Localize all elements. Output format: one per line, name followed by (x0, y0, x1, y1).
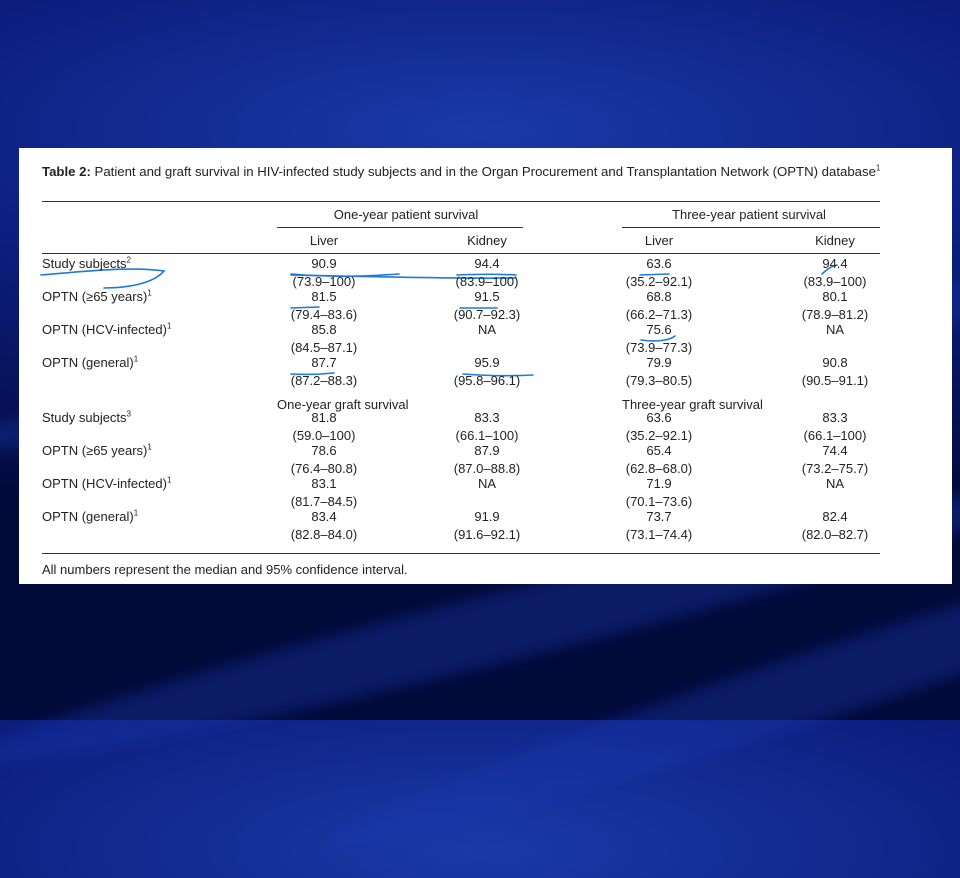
table-cell-ci: (83.9–100) (455, 274, 519, 289)
table-cell-ci: (66.2–71.3) (625, 307, 693, 322)
table-image (19, 148, 952, 584)
table-cell-value: 71.9 (646, 476, 672, 491)
table-cell-ci: (91.6–92.1) (453, 527, 521, 542)
table-cell-ci: (73.9–100) (292, 274, 356, 289)
table-cell-ci: (66.1–100) (455, 428, 519, 443)
group-rule-one-year (277, 227, 523, 228)
table-cell-ci: (82.0–82.7) (801, 527, 869, 542)
table-cell-value: 73.7 (646, 509, 672, 524)
header-bottom-rule (42, 253, 880, 254)
column-subheader: Kidney (467, 233, 507, 248)
table-cell-value: 85.8 (311, 322, 337, 337)
row-label (42, 509, 138, 524)
row-footnote-mark: 1 (147, 288, 152, 298)
row-label-text: Study subjects (42, 256, 127, 271)
row-label (42, 410, 131, 425)
table-cell-ci: (66.1–100) (803, 428, 867, 443)
table-cell-value: 75.6 (646, 322, 672, 337)
table-cell-ci: (79.3–80.5) (625, 373, 693, 388)
table-cell-ci: (84.5–87.1) (290, 340, 358, 355)
table-footnote: All numbers represent the median and 95% confidence interval. (42, 562, 408, 577)
column-group-header: One-year patient survival (333, 207, 479, 222)
row-footnote-mark: 1 (166, 475, 172, 485)
column-subheader: Liver (309, 233, 339, 248)
table-cell-ci: (87.2–88.3) (290, 373, 358, 388)
table-cell-ci: (62.8–68.0) (625, 461, 693, 476)
ink-underline-stroke (41, 269, 164, 288)
row-label (42, 355, 138, 370)
table-cell-value: 83.1 (311, 476, 337, 491)
table-cell-value: 81.5 (311, 289, 337, 304)
table-cell-ci: (90.7–92.3) (453, 307, 521, 322)
table-cell-value: 91.5 (474, 289, 500, 304)
table-cell-ci: (81.7–84.5) (290, 494, 358, 509)
table-top-rule (42, 201, 880, 202)
table-cell-ci: (78.9–81.2) (801, 307, 869, 322)
table-cell-value: 68.8 (646, 289, 672, 304)
row-label (42, 256, 131, 271)
row-label-text: Study subjects (42, 410, 127, 425)
table-cell-value: 63.6 (646, 410, 672, 425)
table-cell-value: 74.4 (822, 443, 848, 458)
table-cell-value: 90.9 (311, 256, 337, 271)
table-cell-value: NA (477, 322, 497, 337)
table-cell-value: 90.8 (822, 355, 848, 370)
table-cell-ci: (76.4–80.8) (290, 461, 358, 476)
caption-footnote-mark: 1 (875, 163, 881, 173)
column-subheader: Kidney (815, 233, 855, 248)
row-label-text: OPTN (general) (42, 355, 134, 370)
table-cell-value: 87.9 (474, 443, 500, 458)
table-cell-ci: (73.9–77.3) (625, 340, 693, 355)
table-cell-value: 83.4 (311, 509, 337, 524)
table-cell-value: 82.4 (822, 509, 848, 524)
table-cell-ci: (73.1–74.4) (625, 527, 693, 542)
row-label (42, 289, 152, 304)
table-cell-value: 91.9 (474, 509, 500, 524)
column-subheader: Liver (644, 233, 674, 248)
table-cell-value: 83.3 (822, 410, 848, 425)
table-cell-ci: (35.2–92.1) (625, 428, 693, 443)
column-group-header: Three-year patient survival (672, 207, 826, 222)
table-cell-value: 81.8 (311, 410, 337, 425)
row-label-text: OPTN (≥65 years) (42, 289, 148, 304)
table-cell-value: 65.4 (646, 443, 672, 458)
table-cell-value: 94.4 (822, 256, 848, 271)
row-label-text: OPTN (general) (42, 509, 134, 524)
table-cell-ci: (82.8–84.0) (290, 527, 358, 542)
table-cell-value: 63.6 (646, 256, 672, 271)
table-bottom-rule (42, 553, 880, 554)
table-cell-ci: (95.8–96.1) (453, 373, 521, 388)
table-cell-ci: (90.5–91.1) (801, 373, 869, 388)
row-label (42, 476, 171, 491)
table-caption-text: Patient and graft survival in HIV-infected study subjects and in the Organ Procurement and Transplantation Network (OPTN) database (90, 164, 876, 179)
row-label-text: OPTN (HCV-infected) (42, 476, 167, 491)
table-cell-ci: (59.0–100) (292, 428, 356, 443)
row-label-text: OPTN (HCV-infected) (42, 322, 167, 337)
row-footnote-mark: 1 (133, 508, 139, 518)
table-cell-ci: (70.1–73.6) (625, 494, 693, 509)
row-footnote-mark: 3 (126, 409, 131, 419)
row-footnote-mark: 2 (126, 255, 131, 265)
row-label (42, 443, 152, 458)
table-cell-value: 79.9 (646, 355, 672, 370)
row-footnote-mark: 1 (166, 321, 172, 331)
row-footnote-mark: 1 (133, 354, 139, 364)
table-cell-value: NA (825, 476, 845, 491)
table-cell-value: 87.7 (311, 355, 337, 370)
table-cell-ci: (87.0–88.8) (453, 461, 521, 476)
table-cell-value: 78.6 (311, 443, 337, 458)
section-subheading: Three-year graft survival (622, 397, 763, 412)
table-cell-ci: (35.2–92.1) (625, 274, 693, 289)
section-subheading: One-year graft survival (277, 397, 409, 412)
table-cell-ci: (73.2–75.7) (801, 461, 869, 476)
row-footnote-mark: 1 (147, 442, 152, 452)
table-cell-value: 83.3 (474, 410, 500, 425)
table-cell-ci: (79.4–83.6) (290, 307, 358, 322)
table-cell-ci: (83.9–100) (803, 274, 867, 289)
table-cell-value: NA (477, 476, 497, 491)
table-label: Table 2: (42, 164, 91, 179)
table-cell-value: 80.1 (822, 289, 848, 304)
group-rule-three-year (622, 227, 880, 228)
table-cell-value: 94.4 (474, 256, 500, 271)
row-label (42, 322, 171, 337)
table-cell-value: 95.9 (474, 355, 500, 370)
row-label-text: OPTN (≥65 years) (42, 443, 148, 458)
table-cell-value: NA (825, 322, 845, 337)
